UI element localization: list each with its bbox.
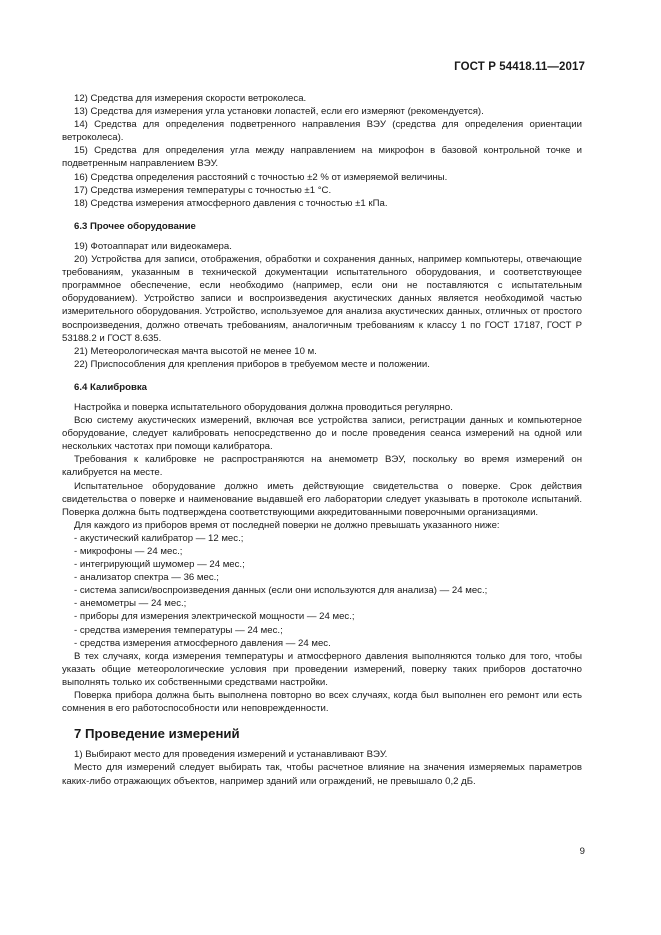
list-item: - средства измерения атмосферного давления — 24 мес. bbox=[74, 637, 582, 650]
list-item: - интегрирующий шумомер — 24 мес.; bbox=[74, 558, 582, 571]
section-heading-7: 7 Проведение измерений bbox=[74, 726, 240, 742]
page-content bbox=[62, 92, 582, 788]
list-item: - анализатор спектра — 36 мес.; bbox=[74, 571, 582, 584]
list-item: - анемометры — 24 мес.; bbox=[74, 597, 582, 610]
paragraph: 22) Приспособления для крепления приборов в требуемом месте и положении. bbox=[74, 358, 430, 370]
paragraph: Настройка и поверка испытательного оборудования должна проводиться регулярно. bbox=[74, 401, 453, 413]
paragraph: Требования к калибровке не распространяются на анемометр ВЭУ, поскольку во время измерений он калибруется на месте. bbox=[62, 454, 582, 479]
paragraph: Испытательное оборудование должно иметь действующие свидетельства о поверке. Срок действия свидетельства о поверке и наименование выдавшей его лаборатории следует указывать в протоколе испытаний. Поверка должна быть подтверждена соответствующими аккредитованными поверочными организациями. bbox=[62, 480, 582, 518]
calibration-period-list bbox=[62, 532, 582, 650]
paragraph: 20) Устройства для записи, отображения, обработки и сохранения данных, например компьютеры, отвечающие требованиям, указанным в технической документации испытательного оборудования, и соответствующее программное обеспечение, если необходимо (например, если они не поставляются с испытательным оборудованием). Устройство записи и воспроизведения акустических данных является необходимой частью измерительного оборудования. Устройство, используемое для анализа акустических данных, отличных от простого воспроизведения, должно отвечать требованиям, аналогичным требованиям к классу 1 по ГОСТ 17187, ГОСТ Р 53188.2 и ГОСТ 8.635. bbox=[62, 254, 582, 344]
list-item: - система записи/воспроизведения данных (если они используются для анализа) — 24 мес.; bbox=[74, 584, 582, 597]
paragraph: 19) Фотоаппарат или видеокамера. bbox=[74, 240, 232, 252]
paragraph: В тех случаях, когда измерения температуры и атмосферного давления выполняются только для того, чтобы указать общие метеорологические условия при проведении измерений, поверку таких приборов достаточно выполнять только их собственными средствами настройки. bbox=[62, 650, 582, 688]
paragraph: Всю систему акустических измерений, включая все устройства записи, регистрации данных и компьютерное оборудование, следует калибровать непосредственно до и после проведения сеанса измерений на одной или нескольких частотах при помощи калибратора. bbox=[62, 415, 582, 453]
document-header: ГОСТ Р 54418.11—2017 bbox=[454, 61, 585, 73]
list-item: - средства измерения температуры — 24 мес.; bbox=[74, 624, 582, 637]
paragraph: 18) Средства измерения атмосферного давления с точностью ±1 кПа. bbox=[74, 197, 388, 209]
list-item: - приборы для измерения электрической мощности — 24 мес.; bbox=[74, 610, 582, 623]
paragraph: Место для измерений следует выбирать так, чтобы расчетное влияние на значения измеряемых параметров каких-либо отражающих объектов, например зданий или ограждений, не превышало 0,2 дБ. bbox=[62, 762, 582, 787]
section-heading-6-3: 6.3 Прочее оборудование bbox=[74, 220, 196, 232]
list-item: - микрофоны — 24 мес.; bbox=[74, 545, 582, 558]
paragraph: 14) Средства для определения подветренного направления ВЭУ (средства для определения ориентации ветроколеса). bbox=[62, 119, 582, 144]
section-heading-6-4: 6.4 Калибровка bbox=[74, 381, 147, 393]
paragraph: 16) Средства определения расстояний с точностью ±2 % от измеряемой величины. bbox=[74, 171, 448, 183]
page-number: 9 bbox=[579, 846, 585, 857]
list-item: - акустический калибратор — 12 мес.; bbox=[74, 532, 582, 545]
paragraph: 1) Выбирают место для проведения измерений и устанавливают ВЭУ. bbox=[74, 749, 388, 761]
paragraph: 13) Средства для измерения угла установки лопастей, если его измеряют (рекомендуется). bbox=[74, 106, 484, 118]
paragraph: Поверка прибора должна быть выполнена повторно во всех случаях, когда был выполнен его ремонт или есть сомнения в его работоспособности или неповрежденности. bbox=[62, 690, 582, 715]
paragraph: 12) Средства для измерения скорости ветроколеса. bbox=[74, 93, 307, 104]
paragraph: Для каждого из приборов время от последней поверки не должно превышать указанного ниже: bbox=[74, 519, 500, 531]
paragraph: 17) Средства измерения температуры с точностью ±1 °С. bbox=[74, 184, 332, 196]
paragraph: 21) Метеорологическая мачта высотой не менее 10 м. bbox=[74, 345, 317, 357]
paragraph: 15) Средства для определения угла между направлением на микрофон в базовой контрольной точке и подветренным направлением ВЭУ. bbox=[62, 145, 582, 170]
